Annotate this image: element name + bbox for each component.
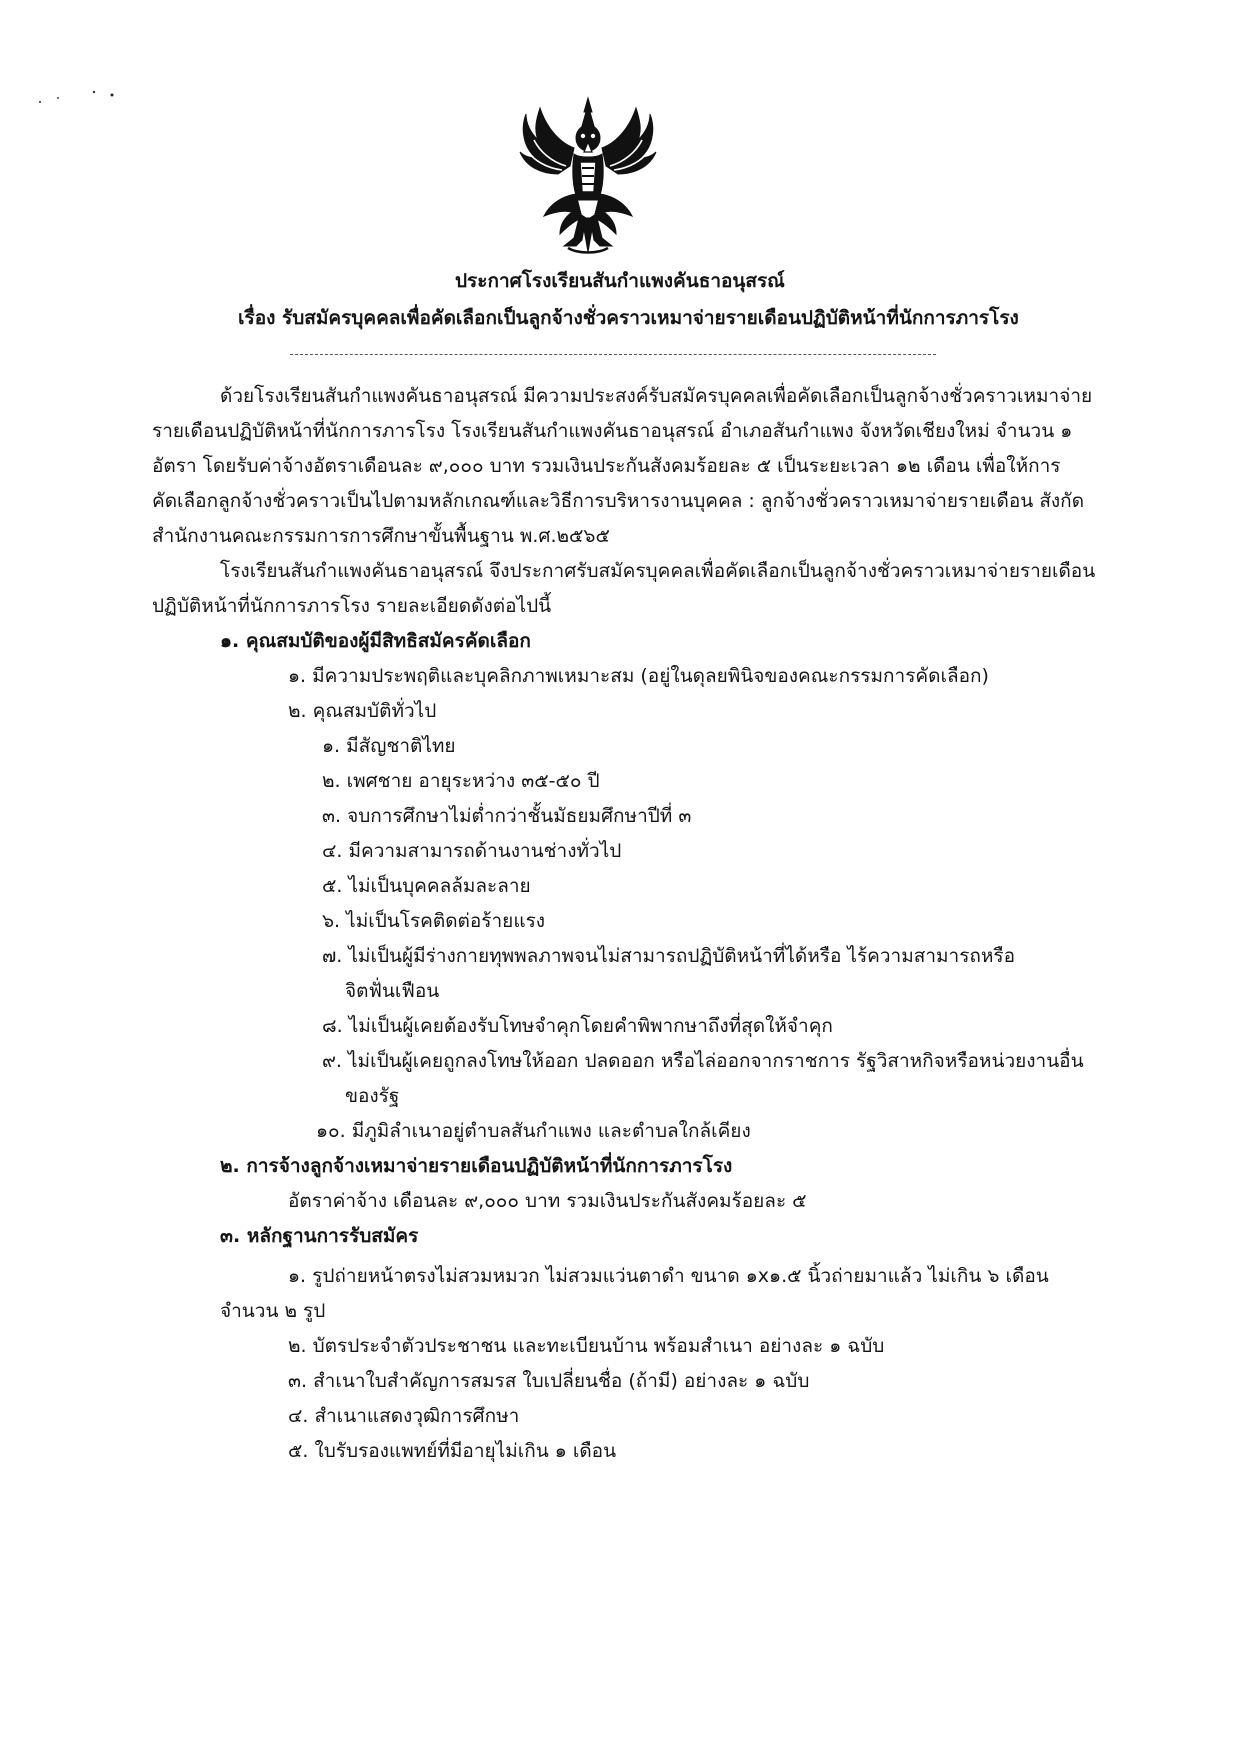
garuda-emblem-icon bbox=[518, 96, 658, 256]
list-item: ๕. ใบรับรองแพทย์ที่มีอายุไม่เกิน ๑ เดือน bbox=[288, 1440, 617, 1462]
intro-line: ปฏิบัติหน้าที่นักการภารโรง รายละเอียดดังต่อไปนี้ bbox=[152, 595, 552, 617]
list-item: ๒. คุณสมบัติทั่วไป bbox=[288, 700, 437, 722]
intro-line: คัดเลือกลูกจ้างชั่วคราวเป็นไปตามหลักเกณฑ์และวิธีการบริหารงานบุคคล : ลูกจ้างชั่วคราวเหมาจ่ายรายเดือน สังกัด bbox=[152, 490, 1085, 512]
list-item: ๙. ไม่เป็นผู้เคยถูกลงโทษให้ออก ปลดออก หรือไล่ออกจากราชการ รัฐวิสาหกิจหรือหน่วยงานอื่น bbox=[322, 1050, 1084, 1072]
intro-line: สำนักงานคณะกรรมการการศึกษาขั้นพื้นฐาน พ.ศ.๒๕๖๕ bbox=[152, 525, 610, 547]
list-item: ๓. สำเนาใบสำคัญการสมรส ใบเปลี่ยนชื่อ (ถ้ามี) อย่างละ ๑ ฉบับ bbox=[288, 1370, 810, 1392]
list-item: ของรัฐ bbox=[345, 1085, 400, 1107]
list-item: ๔. มีความสามารถด้านงานช่างทั่วไป bbox=[322, 840, 622, 862]
intro-line: อัตรา โดยรับค่าจ้างอัตราเดือนละ ๙,๐๐๐ บาท รวมเงินประกันสังคมร้อยละ ๕ เป็นระยะเวลา ๑๒ เดือน เพื่อให้การ bbox=[152, 455, 1061, 477]
section-heading: ๑. คุณสมบัติของผู้มีสิทธิสมัครคัดเลือก bbox=[220, 630, 531, 652]
title-divider bbox=[290, 354, 936, 355]
list-item: ๘. ไม่เป็นผู้เคยต้องรับโทษจำคุกโดยคำพิพากษาถึงที่สุดให้จำคุก bbox=[322, 1015, 833, 1037]
intro-line: ด้วยโรงเรียนสันกำแพงคันธาอนุสรณ์ มีความประสงค์รับสมัครบุคคลเพื่อคัดเลือกเป็นลูกจ้างชั่วคราวเหมาจ่าย bbox=[220, 385, 1093, 407]
list-item: ๔. สำเนาแสดงวุฒิการศึกษา bbox=[288, 1405, 520, 1427]
list-item: ๓. จบการศึกษาไม่ต่ำกว่าชั้นมัธยมศึกษาปีที่ ๓ bbox=[322, 805, 692, 827]
intro-line: โรงเรียนสันกำแพงคันธาอนุสรณ์ จึงประกาศรับสมัครบุคคลเพื่อคัดเลือกเป็นลูกจ้างชั่วคราวเหมาจ่ายรายเดือน bbox=[220, 560, 1096, 582]
intro-line: รายเดือนปฏิบัติหน้าที่นักการภารโรง โรงเรียนสันกำแพงคันธาอนุสรณ์ อำเภอสันกำแพง จังหวัดเชียงใหม่ จำนวน ๑ bbox=[152, 420, 1073, 442]
announcement-subject: เรื่อง รับสมัครบุคคลเพื่อคัดเลือกเป็นลูกจ้างชั่วคราวเหมาจ่ายรายเดือนปฏิบัติหน้าที่นักการภารโรง bbox=[238, 307, 1019, 329]
list-item: จิตฟั่นเฟือน bbox=[345, 980, 440, 1002]
list-item: ๖. ไม่เป็นโรคติดต่อร้ายแรง bbox=[322, 910, 546, 932]
section-heading: ๓. หลักฐานการรับสมัคร bbox=[220, 1225, 419, 1247]
list-item: ๒. เพศชาย อายุระหว่าง ๓๕-๕๐ ปี bbox=[322, 770, 600, 792]
list-item: ๒. บัตรประจำตัวประชาชน และทะเบียนบ้าน พร้อมสำเนา อย่างละ ๑ ฉบับ bbox=[288, 1335, 885, 1357]
list-item: ๑. มีความประพฤติและบุคลิกภาพเหมาะสม (อยู่ในดุลยพินิจของคณะกรรมการคัดเลือก) bbox=[288, 665, 989, 687]
section-text: อัตราค่าจ้าง เดือนละ ๙,๐๐๐ บาท รวมเงินประกันสังคมร้อยละ ๕ bbox=[288, 1190, 807, 1212]
list-item: ๑๐. มีภูมิลำเนาอยู่ตำบลสันกำแพง และตำบลใกล้เคียง bbox=[316, 1120, 751, 1142]
announcement-title: ประกาศโรงเรียนสันกำแพงคันธาอนุสรณ์ bbox=[455, 270, 785, 292]
section-heading: ๒. การจ้างลูกจ้างเหมาจ่ายรายเดือนปฏิบัติหน้าที่นักการภารโรง bbox=[220, 1155, 733, 1177]
scan-specks bbox=[34, 86, 124, 106]
list-item: ๑. มีสัญชาติไทย bbox=[322, 735, 456, 757]
list-item: ๗. ไม่เป็นผู้มีร่างกายทุพพลภาพจนไม่สามารถปฏิบัติหน้าที่ได้หรือ ไร้ความสามารถหรือ bbox=[322, 945, 1016, 967]
list-item: จำนวน ๒ รูป bbox=[220, 1300, 326, 1322]
list-item: ๑. รูปถ่ายหน้าตรงไม่สวมหมวก ไม่สวมแว่นตาดำ ขนาด ๑x๑.๕ นิ้วถ่ายมาแล้ว ไม่เกิน ๖ เดือน bbox=[288, 1265, 1049, 1287]
list-item: ๕. ไม่เป็นบุคคลล้มละลาย bbox=[322, 875, 531, 897]
